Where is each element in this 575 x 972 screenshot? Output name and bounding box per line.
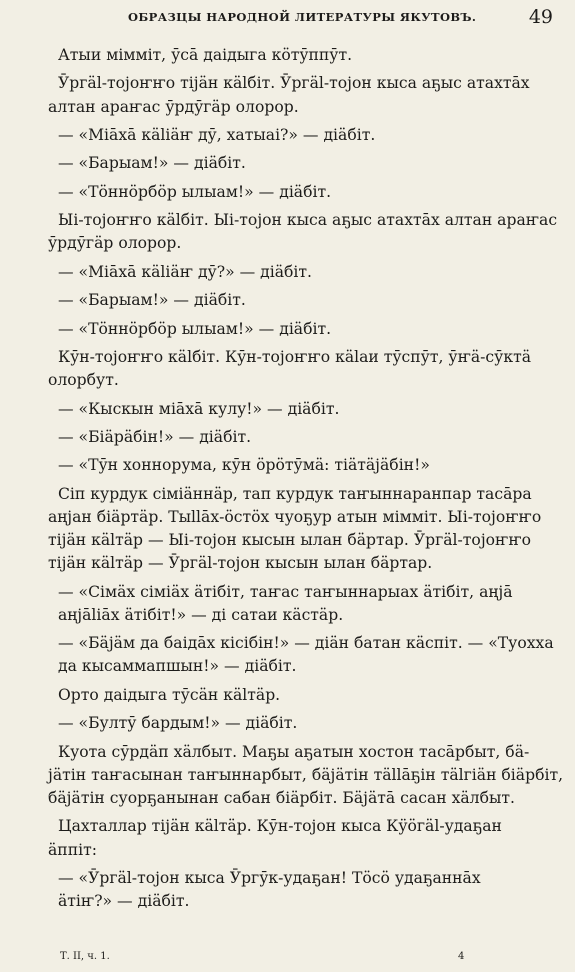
running-title: ОБРАЗЦЫ НАРОДНОЙ ЛИТЕРАТУРЫ ЯКУТОВЪ. bbox=[128, 10, 477, 24]
text-line: тiјäн кälтäр — Ӯргäl-тоjон кысын ылан бäртар. bbox=[48, 554, 433, 573]
text-line: Цахталлар тiјäн кälтäр. Кӯн-тоjон кыса Кӱӧгäl-удаҕан bbox=[58, 817, 502, 836]
signature-mark: Т. II, ч. 1. bbox=[60, 951, 110, 962]
text-line: аңјан бiäртäр. Тыllāх-ӧстӧх чуоҕур атын мiммiт. Ыi-тоjоҥҥо bbox=[48, 507, 542, 526]
text-line: äппiт: bbox=[48, 840, 97, 859]
text-line: — «Бäјäм да баiдāх кiсiбiн!» — дiäн батан кäспiт. — «Туохха bbox=[58, 634, 554, 653]
dialogue-line: — «Бiäрäбiн!» — дiäбiт. bbox=[58, 427, 252, 446]
text-line: ӯрдӯгäр олорор. bbox=[48, 234, 182, 253]
dialogue-line bbox=[48, 632, 568, 678]
dialogue-line: — «Тӧннӧрбӧр ылыам!» — дiäбiт. bbox=[58, 182, 332, 201]
text-line: — «Сiмäх сiмiäх äтiбiт, таҥас таҥыннарыах äтiбiт, аңјā bbox=[58, 582, 513, 601]
page-footer bbox=[0, 951, 575, 965]
paragraph bbox=[48, 44, 568, 67]
text-line: тiјäн кälтäр — Ыi-тоjон кысын ылан бäртар. Ӯргäl-тоjоҥҥо bbox=[48, 531, 532, 550]
text-line: Кӯн-тоjоҥҥо кälбiт. Кӯн-тоjоҥҥо кälаи тӯспӯт, ӯҥä-сӯктä bbox=[58, 347, 531, 366]
paragraph bbox=[48, 815, 568, 861]
text-line: да кысаммапшын!» — дiäбiт. bbox=[58, 657, 297, 676]
text-line: Куота сӯрдäп хäлбыт. Маҕы аҕатын хостон тасāрбыт, бä- bbox=[58, 742, 530, 761]
dialogue-line: — «Тӧннӧрбӧр ылыам!» — дiäбiт. bbox=[58, 319, 332, 338]
text-line: алтан араҥас ӯрдӯгäр олорор. bbox=[48, 97, 299, 116]
dialogue-line: — «Барыам!» — дiäбiт. bbox=[58, 154, 246, 173]
dialogue-line bbox=[48, 581, 568, 627]
text-line: бäјäтiн суорҕанынан сабан бiäрбiт. Бäјäтā сасан хäлбыт. bbox=[48, 789, 515, 808]
dialogue-line: — «Кыскын мiāхā кулу!» — дiäбiт. bbox=[58, 399, 340, 418]
text-line: Ӯргäl-тоjоҥҥо тiјäн кälбiт. Ӯргäl-тоjон кыса аҕыс атахтāх bbox=[58, 74, 530, 93]
paragraph bbox=[48, 741, 568, 811]
sheet-number: 4 bbox=[458, 951, 465, 962]
paragraph bbox=[48, 209, 568, 255]
text-line: äтiҥ?» — дiäбiт. bbox=[58, 892, 190, 911]
running-header bbox=[0, 6, 575, 28]
text-line: аңјāliāх äтiбiт!» — дi сатаи кäстäр. bbox=[58, 605, 344, 624]
paragraph bbox=[48, 483, 568, 576]
text-body bbox=[48, 44, 568, 919]
dialogue-line bbox=[48, 867, 568, 913]
dialogue-line: — «Барыам!» — дiäбiт. bbox=[58, 291, 246, 310]
paragraph bbox=[48, 72, 568, 118]
page-number: 49 bbox=[528, 6, 553, 28]
text-line: — «Ӯргäl-тоjон кыса Ӯргӯк-удаҕан! Тӧсӧ удаҕаннāх bbox=[58, 869, 481, 888]
text-line: олорбут. bbox=[48, 371, 119, 390]
text-line: Атыи мiммiт, ӯсā даiдыга кӧтӯппӯт. bbox=[58, 46, 353, 64]
dialogue-line: — «Мiāхā кäliäҥ дӯ, хатыаi?» — дiäбiт. bbox=[58, 125, 376, 144]
dialogue-line: — «Тӯн хоннорума, кӯн ӧрӧтӯмä: тiäтäjäбiн!» bbox=[58, 456, 430, 475]
dialogue-line: — «Мiāхā кäliäҥ дӯ?» — дiäбiт. bbox=[58, 262, 312, 281]
text-line: јäтiн таҥасынан таҥыннарбыт, бäјäтiн тällāҕiн тälгiäн бiäрбiт, bbox=[48, 765, 564, 784]
text-line: Сiп курдук сiмiäннäр, тап курдук таҥыннаранпар тасāра bbox=[58, 484, 532, 503]
paragraph bbox=[48, 346, 568, 392]
text-line: Орто даiдыга тӯсäн кälтäр. bbox=[58, 685, 281, 704]
text-line: Ыi-тоjоҥҥо кälбiт. Ыi-тоjон кыса аҕыс атахтāх алтан араҥас bbox=[58, 211, 558, 230]
paragraph bbox=[48, 684, 568, 707]
dialogue-line: — «Бултӯ бардым!» — дiäбiт. bbox=[58, 714, 298, 733]
